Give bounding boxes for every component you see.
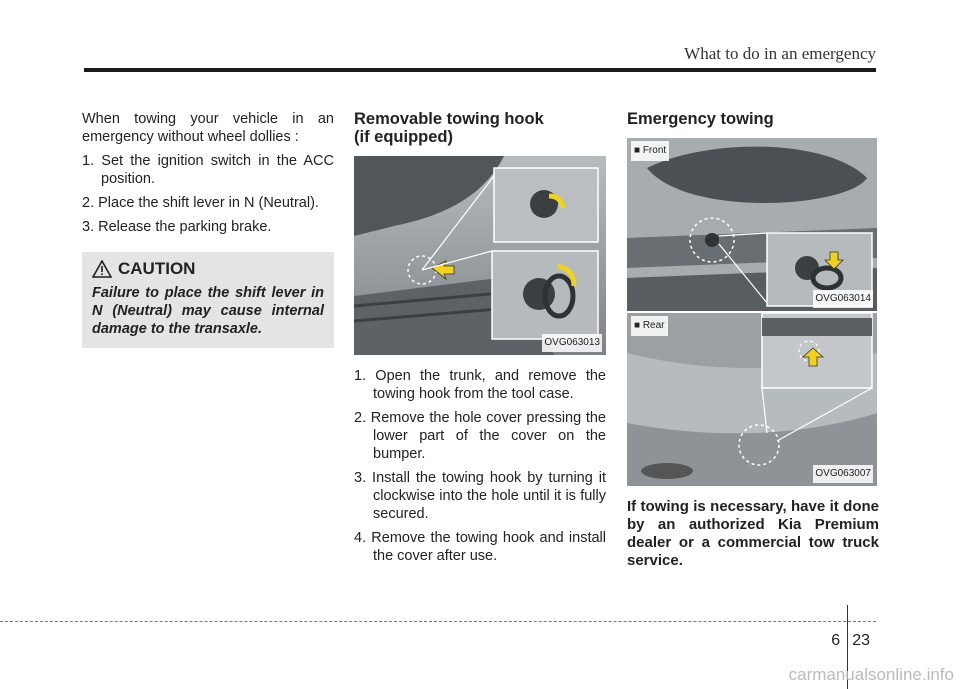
page-number — [825, 632, 876, 650]
list-item: 2. Remove the hole cover pressing the lower part of the cover on the bumper. — [354, 410, 606, 462]
footer-rule — [0, 621, 876, 622]
column-left — [82, 110, 334, 348]
rear-tow-illustration — [627, 313, 877, 486]
removable-hook-heading — [354, 110, 606, 146]
caution-text: Failure to place the shift lever in N (Neutral) may cause internal damage to the transaxle. — [92, 285, 324, 337]
front-tow-figure — [627, 138, 877, 311]
caution-header — [92, 260, 324, 278]
figure-code: OVG063014 — [813, 290, 873, 308]
towing-hook-figure — [354, 156, 606, 355]
heading-line: (if equipped) — [354, 128, 453, 146]
heading-line: Removable towing hook — [354, 110, 544, 128]
watermark: carmanualsonline.info — [788, 665, 954, 684]
caution-title: CAUTION — [118, 259, 196, 278]
rear-tag: ■ Rear — [631, 316, 668, 336]
list-item: 2. Place the shift lever in N (Neutral). — [82, 195, 319, 211]
list-item: 4. Remove the towing hook and install the cover after use. — [354, 530, 606, 564]
towing-hook-illustration — [354, 156, 606, 355]
chapter-number: 6 — [831, 632, 841, 649]
column-right — [627, 110, 879, 570]
figure-code: OVG063007 — [813, 465, 873, 483]
list-item: 1. Set the ignition switch in the ACC position. — [82, 153, 334, 187]
list-item: 3. Release the parking brake. — [82, 219, 272, 235]
figure-code: OVG063013 — [542, 334, 602, 352]
intro-text: When towing your vehicle in an emergency without wheel dollies : — [82, 111, 334, 145]
towing-service-note: If towing is necessary, have it done by an authorized Kia Premium dealer or a commercial tow truck service. — [627, 498, 879, 569]
rear-tow-figure — [627, 313, 877, 486]
hook-install-steps — [354, 367, 606, 565]
list-item: 1. Open the trunk, and remove the towing hook from the tool case. — [354, 368, 606, 402]
list-item: 3. Install the towing hook by turning it clockwise into the hole until it is fully secured. — [354, 470, 606, 522]
caution-box — [82, 252, 334, 348]
header-rule — [84, 68, 876, 72]
section-title: What to do in an emergency — [684, 44, 876, 63]
page-number-value: 23 — [852, 632, 870, 649]
front-tow-illustration — [627, 138, 877, 311]
column-middle — [354, 110, 606, 571]
emergency-towing-heading: Emergency towing — [627, 110, 774, 128]
front-tag: ■ Front — [631, 141, 669, 161]
warning-triangle-icon — [92, 260, 112, 278]
towing-prep-steps — [82, 152, 334, 236]
